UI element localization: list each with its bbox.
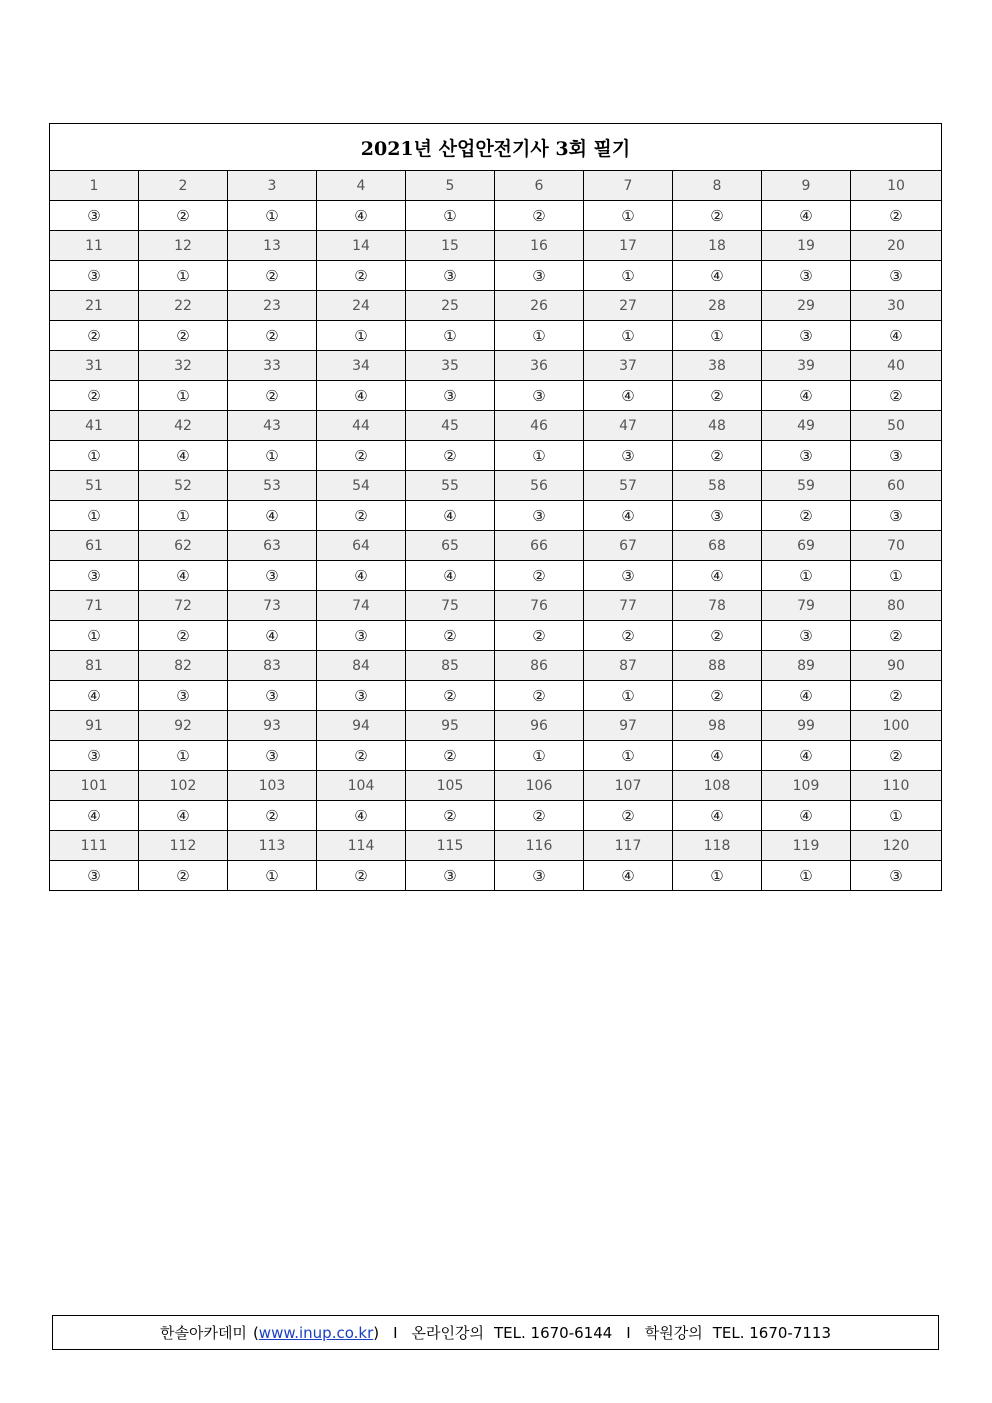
- answer-cell: ②: [584, 621, 673, 651]
- answer-cell: ④: [673, 261, 762, 291]
- answer-row: [50, 861, 942, 891]
- question-number-cell: 47: [584, 411, 673, 441]
- question-number-cell: 2: [139, 171, 228, 201]
- answer-cell: ②: [495, 681, 584, 711]
- answer-cell: ④: [139, 561, 228, 591]
- answer-cell: ④: [762, 201, 851, 231]
- question-number-cell: 65: [406, 531, 495, 561]
- answer-cell: ③: [50, 861, 139, 891]
- answer-cell: ①: [673, 321, 762, 351]
- answer-cell: ③: [851, 861, 942, 891]
- answer-cell: ③: [406, 861, 495, 891]
- question-number-cell: 41: [50, 411, 139, 441]
- answer-cell: ②: [228, 801, 317, 831]
- answer-cell: ①: [673, 861, 762, 891]
- question-number-cell: 117: [584, 831, 673, 861]
- question-number-cell: 67: [584, 531, 673, 561]
- question-number-cell: 66: [495, 531, 584, 561]
- question-number-cell: 68: [673, 531, 762, 561]
- question-number-cell: 87: [584, 651, 673, 681]
- question-number-cell: 95: [406, 711, 495, 741]
- question-number-cell: 84: [317, 651, 406, 681]
- answer-cell: ①: [584, 321, 673, 351]
- answer-cell: ④: [317, 801, 406, 831]
- question-number-cell: 120: [851, 831, 942, 861]
- answer-cell: ①: [50, 621, 139, 651]
- answer-cell: ③: [762, 321, 851, 351]
- academy-tel: TEL. 1670-7113: [712, 1323, 831, 1342]
- answer-cell: ①: [495, 321, 584, 351]
- question-number-cell: 82: [139, 651, 228, 681]
- question-number-cell: 39: [762, 351, 851, 381]
- question-number-cell: 112: [139, 831, 228, 861]
- answer-cell: ②: [495, 561, 584, 591]
- question-number-cell: 72: [139, 591, 228, 621]
- separator: I: [393, 1323, 398, 1342]
- question-number-cell: 113: [228, 831, 317, 861]
- answer-cell: ②: [851, 621, 942, 651]
- answer-cell: ③: [762, 441, 851, 471]
- question-number-cell: 23: [228, 291, 317, 321]
- answer-cell: ①: [406, 321, 495, 351]
- answer-cell: ③: [851, 441, 942, 471]
- question-number-cell: 93: [228, 711, 317, 741]
- answer-cell: ②: [851, 381, 942, 411]
- question-number-cell: 56: [495, 471, 584, 501]
- question-number-cell: 118: [673, 831, 762, 861]
- question-number-cell: 18: [673, 231, 762, 261]
- question-number-cell: 17: [584, 231, 673, 261]
- answer-cell: ④: [584, 861, 673, 891]
- answer-cell: ②: [317, 261, 406, 291]
- question-number-cell: 79: [762, 591, 851, 621]
- answer-cell: ③: [406, 381, 495, 411]
- question-number-cell: 35: [406, 351, 495, 381]
- answer-cell: ④: [228, 501, 317, 531]
- question-number-cell: 7: [584, 171, 673, 201]
- question-number-cell: 80: [851, 591, 942, 621]
- answer-cell: ④: [50, 801, 139, 831]
- question-number-cell: 48: [673, 411, 762, 441]
- academy-label: 학원강의: [644, 1324, 703, 1342]
- question-number-cell: 50: [851, 411, 942, 441]
- answer-cell: ②: [495, 201, 584, 231]
- question-number-cell: 75: [406, 591, 495, 621]
- answer-cell: ③: [50, 561, 139, 591]
- question-number-cell: 70: [851, 531, 942, 561]
- question-number-row: [50, 591, 942, 621]
- answer-cell: ③: [584, 441, 673, 471]
- answer-cell: ①: [584, 741, 673, 771]
- answer-cell: ③: [495, 861, 584, 891]
- question-number-cell: 14: [317, 231, 406, 261]
- question-number-row: [50, 411, 942, 441]
- question-number-cell: 119: [762, 831, 851, 861]
- question-number-cell: 30: [851, 291, 942, 321]
- answer-row: [50, 741, 942, 771]
- question-number-cell: 83: [228, 651, 317, 681]
- answer-cell: ①: [50, 501, 139, 531]
- question-number-cell: 96: [495, 711, 584, 741]
- question-number-cell: 111: [50, 831, 139, 861]
- answer-cell: ①: [139, 261, 228, 291]
- answer-cell: ④: [406, 561, 495, 591]
- answer-cell: ②: [139, 321, 228, 351]
- answer-row: [50, 381, 942, 411]
- answer-cell: ④: [139, 441, 228, 471]
- question-number-cell: 57: [584, 471, 673, 501]
- question-number-cell: 104: [317, 771, 406, 801]
- page-title: 2021년 산업안전기사 3회 필기: [50, 124, 942, 171]
- question-number-cell: 36: [495, 351, 584, 381]
- question-number-cell: 62: [139, 531, 228, 561]
- question-number-cell: 12: [139, 231, 228, 261]
- question-number-row: [50, 531, 942, 561]
- answer-cell: ④: [673, 741, 762, 771]
- question-number-cell: 45: [406, 411, 495, 441]
- question-number-cell: 91: [50, 711, 139, 741]
- answer-cell: ②: [139, 861, 228, 891]
- question-number-cell: 42: [139, 411, 228, 441]
- academy-name: 한솔아카데미: [159, 1324, 247, 1342]
- question-number-cell: 40: [851, 351, 942, 381]
- answer-cell: ④: [317, 201, 406, 231]
- answer-cell: ①: [139, 741, 228, 771]
- question-number-cell: 63: [228, 531, 317, 561]
- answer-row: [50, 501, 942, 531]
- question-number-cell: 114: [317, 831, 406, 861]
- answer-cell: ①: [584, 201, 673, 231]
- answer-cell: ②: [50, 381, 139, 411]
- footer-bar: [52, 1315, 939, 1350]
- answer-cell: ③: [406, 261, 495, 291]
- answer-cell: ①: [495, 741, 584, 771]
- question-number-cell: 33: [228, 351, 317, 381]
- question-number-cell: 55: [406, 471, 495, 501]
- question-number-cell: 97: [584, 711, 673, 741]
- answer-cell: ④: [228, 621, 317, 651]
- website-link[interactable]: www.inup.co.kr: [258, 1323, 374, 1342]
- answer-cell: ①: [495, 441, 584, 471]
- answer-cell: ①: [762, 861, 851, 891]
- question-number-cell: 4: [317, 171, 406, 201]
- question-number-cell: 11: [50, 231, 139, 261]
- answer-cell: ④: [762, 681, 851, 711]
- question-number-row: [50, 291, 942, 321]
- answer-cell: ④: [673, 561, 762, 591]
- question-number-cell: 98: [673, 711, 762, 741]
- answer-cell: ②: [673, 201, 762, 231]
- question-number-cell: 86: [495, 651, 584, 681]
- question-number-cell: 3: [228, 171, 317, 201]
- answer-cell: ③: [139, 681, 228, 711]
- answer-cell: ②: [406, 441, 495, 471]
- answer-cell: ③: [317, 621, 406, 651]
- question-number-cell: 81: [50, 651, 139, 681]
- question-number-cell: 59: [762, 471, 851, 501]
- answer-cell: ③: [50, 261, 139, 291]
- question-number-cell: 92: [139, 711, 228, 741]
- question-number-cell: 26: [495, 291, 584, 321]
- question-number-cell: 16: [495, 231, 584, 261]
- question-number-cell: 85: [406, 651, 495, 681]
- question-number-cell: 29: [762, 291, 851, 321]
- answer-cell: ②: [495, 801, 584, 831]
- question-number-cell: 1: [50, 171, 139, 201]
- question-number-cell: 10: [851, 171, 942, 201]
- close-paren: ): [373, 1323, 380, 1342]
- answer-cell: ①: [317, 321, 406, 351]
- answer-cell: ③: [495, 501, 584, 531]
- answer-cell: ②: [406, 621, 495, 651]
- answer-cell: ②: [317, 501, 406, 531]
- answer-cell: ①: [139, 501, 228, 531]
- question-number-cell: 13: [228, 231, 317, 261]
- question-number-row: [50, 711, 942, 741]
- question-number-cell: 60: [851, 471, 942, 501]
- question-number-row: [50, 771, 942, 801]
- answer-cell: ①: [762, 561, 851, 591]
- answer-cell: ①: [406, 201, 495, 231]
- answer-cell: ②: [317, 441, 406, 471]
- answer-cell: ②: [584, 801, 673, 831]
- answer-cell: ②: [851, 201, 942, 231]
- answer-cell: ③: [228, 561, 317, 591]
- question-number-cell: 61: [50, 531, 139, 561]
- answer-row: [50, 801, 942, 831]
- question-number-cell: 5: [406, 171, 495, 201]
- question-number-cell: 34: [317, 351, 406, 381]
- answer-cell: ③: [495, 261, 584, 291]
- answer-row: [50, 621, 942, 651]
- answer-cell: ②: [762, 501, 851, 531]
- answer-cell: ④: [762, 741, 851, 771]
- answer-table: [49, 123, 942, 891]
- answer-cell: ③: [851, 501, 942, 531]
- question-number-cell: 78: [673, 591, 762, 621]
- question-number-cell: 24: [317, 291, 406, 321]
- question-number-cell: 89: [762, 651, 851, 681]
- answer-cell: ④: [851, 321, 942, 351]
- answer-cell: ①: [139, 381, 228, 411]
- answer-cell: ③: [495, 381, 584, 411]
- question-number-row: [50, 171, 942, 201]
- question-number-cell: 107: [584, 771, 673, 801]
- question-number-cell: 88: [673, 651, 762, 681]
- question-number-cell: 44: [317, 411, 406, 441]
- answer-cell: ④: [50, 681, 139, 711]
- answer-cell: ①: [228, 441, 317, 471]
- question-number-cell: 105: [406, 771, 495, 801]
- question-number-cell: 108: [673, 771, 762, 801]
- separator: I: [626, 1323, 631, 1342]
- question-number-cell: 109: [762, 771, 851, 801]
- question-number-cell: 99: [762, 711, 851, 741]
- question-number-row: [50, 351, 942, 381]
- question-number-cell: 69: [762, 531, 851, 561]
- question-number-cell: 20: [851, 231, 942, 261]
- answer-row: [50, 561, 942, 591]
- question-number-cell: 8: [673, 171, 762, 201]
- question-number-cell: 64: [317, 531, 406, 561]
- answer-cell: ②: [495, 621, 584, 651]
- question-number-cell: 31: [50, 351, 139, 381]
- answer-cell: ①: [50, 441, 139, 471]
- answer-cell: ②: [406, 741, 495, 771]
- question-number-cell: 25: [406, 291, 495, 321]
- answer-cell: ②: [673, 441, 762, 471]
- answer-row: [50, 681, 942, 711]
- question-number-cell: 19: [762, 231, 851, 261]
- question-number-cell: 28: [673, 291, 762, 321]
- answer-cell: ②: [317, 741, 406, 771]
- answer-cell: ②: [406, 681, 495, 711]
- question-number-cell: 71: [50, 591, 139, 621]
- question-number-cell: 53: [228, 471, 317, 501]
- answer-row: [50, 261, 942, 291]
- answer-cell: ①: [228, 861, 317, 891]
- question-number-cell: 15: [406, 231, 495, 261]
- answer-cell: ③: [317, 681, 406, 711]
- question-number-row: [50, 231, 942, 261]
- answer-cell: ④: [673, 801, 762, 831]
- question-number-cell: 116: [495, 831, 584, 861]
- online-label: 온라인강의: [411, 1324, 484, 1342]
- question-number-cell: 103: [228, 771, 317, 801]
- question-number-cell: 27: [584, 291, 673, 321]
- answer-cell: ③: [50, 741, 139, 771]
- question-number-cell: 43: [228, 411, 317, 441]
- question-number-cell: 77: [584, 591, 673, 621]
- answer-cell: ④: [762, 801, 851, 831]
- answer-cell: ③: [673, 501, 762, 531]
- answer-cell: ②: [673, 681, 762, 711]
- question-number-cell: 58: [673, 471, 762, 501]
- question-number-cell: 32: [139, 351, 228, 381]
- answer-cell: ②: [228, 381, 317, 411]
- answer-row: [50, 441, 942, 471]
- answer-cell: ③: [762, 621, 851, 651]
- question-number-cell: 38: [673, 351, 762, 381]
- open-paren: (: [252, 1323, 259, 1342]
- answer-cell: ②: [139, 621, 228, 651]
- question-number-row: [50, 471, 942, 501]
- answer-cell: ②: [673, 621, 762, 651]
- answer-cell: ①: [228, 201, 317, 231]
- question-number-cell: 73: [228, 591, 317, 621]
- answer-cell: ②: [851, 681, 942, 711]
- answer-cell: ④: [317, 561, 406, 591]
- question-number-cell: 6: [495, 171, 584, 201]
- question-number-row: [50, 651, 942, 681]
- question-number-cell: 106: [495, 771, 584, 801]
- question-number-cell: 21: [50, 291, 139, 321]
- answer-cell: ②: [317, 861, 406, 891]
- answer-cell: ②: [406, 801, 495, 831]
- question-number-cell: 102: [139, 771, 228, 801]
- question-number-cell: 90: [851, 651, 942, 681]
- answer-row: [50, 321, 942, 351]
- question-number-cell: 101: [50, 771, 139, 801]
- question-number-cell: 74: [317, 591, 406, 621]
- answer-cell: ④: [584, 381, 673, 411]
- answer-cell: ③: [228, 741, 317, 771]
- question-number-cell: 9: [762, 171, 851, 201]
- question-number-cell: 76: [495, 591, 584, 621]
- answer-cell: ③: [584, 561, 673, 591]
- answer-cell: ②: [50, 321, 139, 351]
- answer-cell: ①: [851, 801, 942, 831]
- answer-cell: ④: [317, 381, 406, 411]
- question-number-cell: 115: [406, 831, 495, 861]
- answer-cell: ②: [228, 321, 317, 351]
- answer-cell: ③: [762, 261, 851, 291]
- answer-cell: ④: [584, 501, 673, 531]
- answer-cell: ②: [673, 381, 762, 411]
- answer-cell: ③: [851, 261, 942, 291]
- question-number-cell: 46: [495, 411, 584, 441]
- question-number-row: [50, 831, 942, 861]
- question-number-cell: 37: [584, 351, 673, 381]
- question-number-cell: 22: [139, 291, 228, 321]
- answer-cell: ②: [139, 201, 228, 231]
- answer-cell: ②: [851, 741, 942, 771]
- answer-row: [50, 201, 942, 231]
- answer-cell: ①: [584, 261, 673, 291]
- question-number-cell: 51: [50, 471, 139, 501]
- answer-cell: ③: [228, 681, 317, 711]
- answer-cell: ④: [139, 801, 228, 831]
- question-number-cell: 110: [851, 771, 942, 801]
- answer-cell: ③: [50, 201, 139, 231]
- answer-cell: ④: [762, 381, 851, 411]
- question-number-cell: 49: [762, 411, 851, 441]
- answer-cell: ④: [406, 501, 495, 531]
- answer-cell: ②: [228, 261, 317, 291]
- question-number-cell: 54: [317, 471, 406, 501]
- answer-cell: ①: [851, 561, 942, 591]
- question-number-cell: 100: [851, 711, 942, 741]
- question-number-cell: 52: [139, 471, 228, 501]
- question-number-cell: 94: [317, 711, 406, 741]
- answer-cell: ①: [584, 681, 673, 711]
- online-tel: TEL. 1670-6144: [494, 1323, 613, 1342]
